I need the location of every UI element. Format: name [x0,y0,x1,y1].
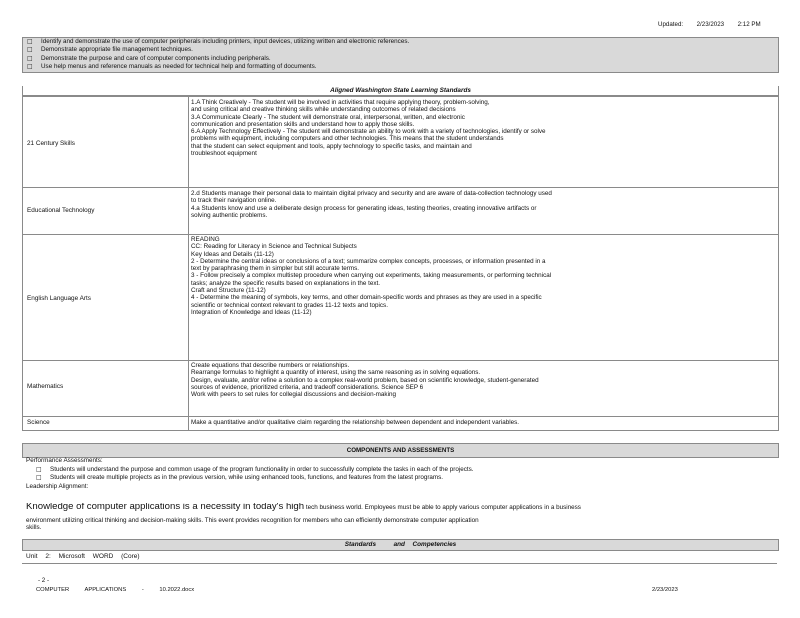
standard-line: Work with peers to set rules for collegial discussions and decision-making [191,391,396,399]
row-content [191,190,774,219]
updated-time: 2:12 PM [737,21,761,28]
standard-line: 4 - Determine the meaning of symbols, key terms, and other domain-specific words and phrases as they are used in a specific [191,294,542,302]
standard-line: solving authentic problems. [191,211,268,219]
objective-item [23,46,778,54]
standard-line: 2.d Students manage their personal data to maintain digital privacy and security and are aware of data-collection technology used [191,190,552,197]
standard-line: tasks; analyze the specific results based on explanations in the text. [191,279,381,287]
objectives-block [22,37,779,73]
standards-header: Aligned Washington State Learning Standards [22,86,779,96]
row-label: Science [27,419,50,426]
objective-item [23,55,778,63]
performance-text: Students will understand the purpose and common usage of the program functionality in order to successfully complete the tasks in each of the projects. [50,465,474,473]
table-row-21-century-skills [23,97,778,188]
performance-assessments [26,457,776,491]
standard-line: 3 - Follow precisely a complex multistep procedure when carrying out experiments, taking measurements, or performing technical [191,272,552,280]
header-word: Competencies [412,541,457,548]
standard-line: 3.A Communicate Clearly - The student will demonstrate oral, interpersonal, written, and electronic [191,113,465,121]
leadership-continued [26,517,776,532]
standard-line: that the student can select equipment and tools, apply technology to specific tasks, and maintain and [191,142,472,150]
standard-line: to track their navigation online. [191,197,277,205]
standard-line: 4.a Students know and use a deliberate design process for generating ideas, testing theories, creating innovative artifacts or [191,204,537,212]
standard-line: 1.A Think Creatively - The student will be involved in activities that require applying theory, problem-solving, [191,99,490,106]
table-row-english-language-arts [23,235,778,361]
standard-line: troubleshoot equipment [191,150,257,158]
footer-date: 2/23/2023 [652,587,678,593]
row-content [191,362,774,398]
unit-underline [22,563,777,564]
leadership-line: skills. [26,524,42,532]
row-label: English Language Arts [27,295,91,302]
header-word: and [393,541,405,548]
updated-stamp [658,21,761,28]
bullet-icon: □ [27,46,33,54]
standard-line: 2 - Determine the central ideas or conclusions of a text; summarize complex concepts, processes, or information presented in a [191,257,546,265]
bullet-icon: □ [27,63,33,71]
bullet-icon: □ [36,465,42,473]
standard-line: Key Ideas and Details (11-12) [191,250,274,258]
updated-date: 2/23/2023 [696,21,725,28]
page-number: - 2 - [38,577,50,584]
objective-item [23,38,778,46]
performance-text: Students will create multiple projects as in the previous version, while using enhanced tools, functions, and features from the latest programs. [50,474,444,482]
standard-line: Integration of Knowledge and Ideas (11-12) [191,308,312,316]
standard-line: Design, evaluate, and/or refine a solution to a complex real-world problem, based on scientific knowledge, student-generated [191,376,539,384]
table-row-science [23,417,778,429]
header-word: Standards [344,541,377,548]
standard-line: problems with equipment, including computers and other technologies. This means that the student understands [191,135,504,143]
row-content [191,236,774,316]
table-row-mathematics [23,361,778,417]
standard-line: scientific or technical context relevant to grades 11-12 texts and topics. [191,301,388,309]
row-content [191,99,774,157]
components-header: COMPONENTS AND ASSESSMENTS [22,443,779,458]
row-label: Educational Technology [27,207,95,214]
row-label: Mathematics [27,383,64,390]
standard-line: Rearrange formulas to highlight a quantity of interest, using the same reasoning as in solving equations. [191,369,481,377]
standard-line: and using critical and creative thinking skills while understanding outcomes of related decisions [191,106,456,114]
objective-text: Demonstrate appropriate file management techniques. [41,46,193,54]
bullet-icon: □ [36,474,42,482]
objective-item [23,63,778,71]
standard-line: 6.A Apply Technology Effectively - The student will demonstrate an ability to work with a variety of technologies, identify or solve [191,128,546,136]
standard-line: Make a quantitative and/or qualitative claim regarding the relationship between dependent and independent variables. [191,419,520,426]
objective-text: Use help menus and reference manuals as needed for technical help and formatting of documents. [41,63,317,71]
standard-line: CC: Reading for Literacy in Science and Technical Subjects [191,243,357,251]
standard-line: text by paraphrasing them in simpler but still accurate terms. [191,265,359,273]
updated-label: Updated: [658,21,684,28]
bullet-icon: □ [27,38,33,45]
standards-table [22,96,779,431]
footer-filename: COMPUTER APPLICATIONS - 10.2022.docx [36,587,195,593]
standards-competencies-header [22,539,779,551]
performance-item [26,466,776,475]
table-row-educational-technology [23,188,778,235]
standard-line: READING [191,236,220,243]
objective-text: Demonstrate the purpose and care of computer components including peripherals. [41,54,271,62]
leadership-paragraph [26,503,776,511]
leadership-line: environment utilizing critical thinking and decision-making skills. This event provides recognition for members who can efficiently demonstrate computer application [26,517,479,524]
row-content [191,419,774,426]
standard-line: communication and presentation skills and understand how to apply those skills. [191,120,415,128]
leadership-label: Leadership Alignment: [26,482,89,490]
leadership-lead-rest: tech business world. Employees must be able to apply various computer applications in a business [305,504,581,511]
standard-line: Create equations that describe numbers or relationships. [191,362,350,369]
unit-title: Unit 2: Microsoft WORD (Core) [26,553,140,560]
objective-text: Identify and demonstrate the use of computer peripherals including printers, input devices, utilizing written and electronic references. [41,38,410,45]
row-label: 21 Century Skills [27,140,75,147]
performance-label: Performance Assessments: [26,457,103,464]
standard-line: sources of evidence, prioritized criteria, and tradeoff considerations. Science SEP 6 [191,383,424,391]
bullet-icon: □ [27,54,33,62]
standard-line: Craft and Structure (11-12) [191,287,266,295]
leadership-lead: Knowledge of computer applications is a necessity in today's high [26,503,305,512]
performance-item [26,474,776,483]
